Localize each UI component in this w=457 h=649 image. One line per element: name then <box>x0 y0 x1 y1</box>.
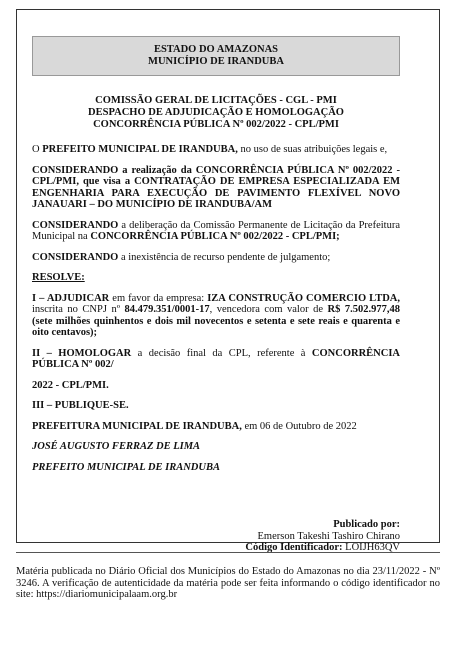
paragraph-signature-role <box>32 462 400 474</box>
considerando-2-text: a deliberação da Comissão Permanente de Licitação da Prefeitura Municipal na <box>32 219 400 242</box>
publication-info <box>200 519 400 554</box>
homologar-reference: CONCORRÊNCIA PÚBLICA Nº 002/ <box>32 347 401 370</box>
document-title <box>32 95 400 131</box>
document-header <box>32 36 400 76</box>
issuing-office: PREFEITURA MUNICIPAL DE IRANDUBA, <box>32 420 242 432</box>
published-by-label: Publicado por: <box>333 519 400 530</box>
preamble-prefix: O <box>32 144 43 155</box>
contract-value: R$ 7.502.977,48 (sete milhões quinhentos e dois mil novecentos e setenta e sete reais e quarenta e oito centavos); <box>32 304 400 338</box>
adjudicar-text-3: , vencedora com valor de <box>209 304 328 315</box>
homologar-label: II – HOMOLOGAR <box>32 347 132 359</box>
company-name: IZA CONSTRUÇÃO COMERCIO LTDA, <box>207 292 401 304</box>
publisher-name: Emerson Takeshi Tashiro Chirano <box>257 530 400 542</box>
footer-divider <box>16 552 440 553</box>
paragraph-considerando-3 <box>32 252 400 264</box>
considerando-3-text: a inexistência de recurso pendente de julgamento; <box>118 251 331 263</box>
paragraph-reference-continuation <box>32 380 400 392</box>
considerando-1-object: CONCORRÊNCIA PÚBLICA Nº 002/2022 - CPL/PMI, que visa a CONTRATAÇÃO DE EMPRESA ESPECIALIZADA EM ENGENHARIA PARA EXECUÇÃO DE PAVIMENTO FLEXÍVEL NOVO JANAUARI – DO MUNICÍPIO DE IRANDUBA/AM <box>32 164 400 210</box>
footer-notice: Matéria publicada no Diário Oficial dos Municípios do Estado do Amazonas no dia 23/11/2022 - Nº 3246. A verificação de autenticidade da matéria pode ser feita informando o código identificador no site: https://diariomunicipalaam.org.br <box>16 566 440 600</box>
paragraph-considerando-2 <box>32 220 400 243</box>
reference-continuation: 2022 - CPL/PMI. <box>32 379 109 391</box>
resolve-heading: RESOLVE: <box>32 272 85 283</box>
identifier-label: Código Identificador: <box>245 542 343 553</box>
considerando-1-text: a realização da <box>118 164 196 176</box>
identifier-code: LOIJH63QV <box>342 542 400 553</box>
company-cnpj: 84.479.351/0001-17 <box>124 304 210 315</box>
title-line-3: CONCORRÊNCIA PÚBLICA Nº 002/2022 - CPL/PMI <box>93 119 339 130</box>
paragraph-adjudicar <box>32 293 400 339</box>
header-state: ESTADO DO AMAZONAS <box>153 44 279 55</box>
adjudicar-text-2: inscrita no CNPJ nº <box>32 304 125 315</box>
homologar-text: a decisão final da CPL, referente à <box>131 347 312 359</box>
title-line-1: COMISSÃO GERAL DE LICITAÇÕES - CGL - PMI <box>95 95 337 106</box>
signatory-role: PREFEITO MUNICIPAL DE IRANDUBA <box>32 461 220 473</box>
signatory-name: JOSÉ AUGUSTO FERRAZ DE LIMA <box>32 441 201 452</box>
adjudicar-text-1: em favor da empresa: <box>109 292 208 304</box>
paragraph-publique <box>32 400 400 412</box>
considerando-label: CONSIDERANDO <box>32 164 119 176</box>
issue-date: em 06 de Outubro de 2022 <box>241 420 357 432</box>
document-body <box>32 144 400 482</box>
paragraph-date <box>32 421 400 433</box>
paragraph-preamble <box>32 144 400 156</box>
adjudicar-label: I – ADJUDICAR <box>32 292 110 304</box>
paragraph-considerando-1 <box>32 165 400 211</box>
publique-label: III – PUBLIQUE-SE. <box>32 400 129 411</box>
considerando-label: CONSIDERANDO <box>32 219 119 231</box>
preamble-authority: PREFEITO MUNICIPAL DE IRANDUBA, <box>42 144 238 155</box>
paragraph-signature-name <box>32 441 400 453</box>
considerando-label: CONSIDERANDO <box>32 251 119 263</box>
paragraph-homologar <box>32 348 400 371</box>
preamble-text: no uso de suas atribuições legais e, <box>237 144 388 155</box>
header-municipality: MUNICÍPIO DE IRANDUBA <box>148 56 284 67</box>
title-line-2: DESPACHO DE ADJUDICAÇÃO E HOMOLOGAÇÃO <box>88 107 344 118</box>
paragraph-resolve <box>32 272 400 284</box>
considerando-2-reference: CONCORRÊNCIA PÚBLICA Nº 002/2022 - CPL/PMI; <box>90 231 340 242</box>
